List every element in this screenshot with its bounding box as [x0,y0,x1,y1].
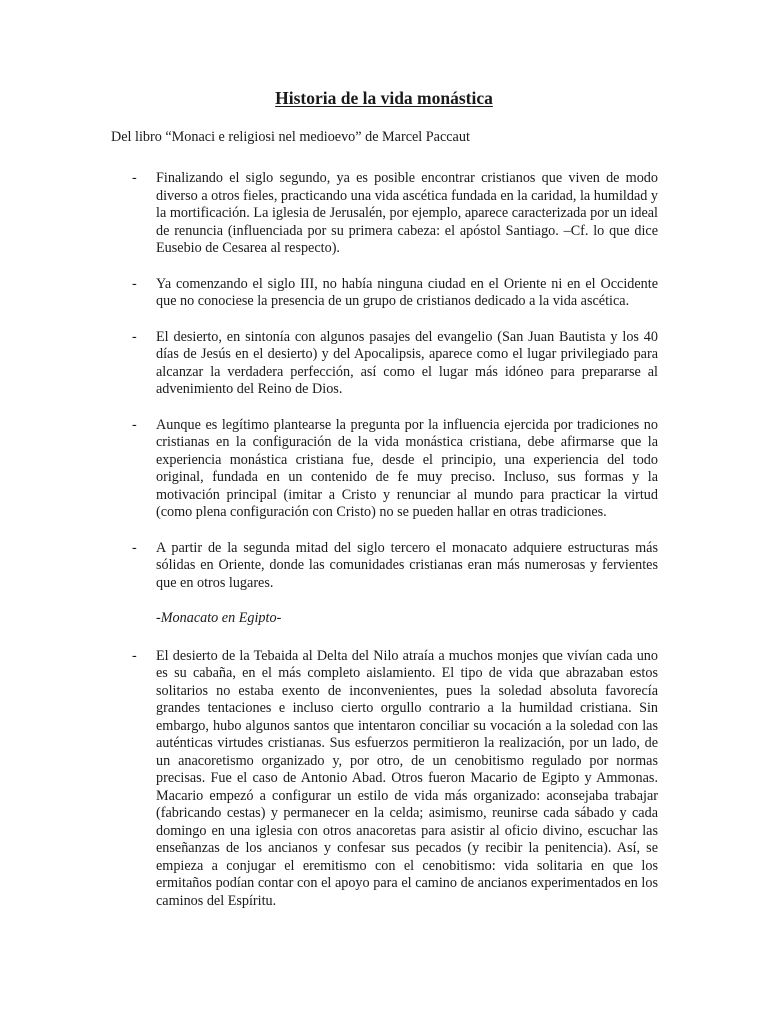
list-item [0,540,658,593]
list-item [0,648,658,911]
section-heading: -Monacato en Egipto- [156,610,282,626]
bullet-dash: - [132,170,137,186]
paragraph-list [0,170,768,928]
list-item [0,329,658,399]
source-line: Del libro “Monaci e religiosi nel medioevo” de Marcel Paccaut [111,129,470,145]
bullet-dash: - [132,647,137,664]
paragraph-text: El desierto, en sintonía con algunos pasajes del evangelio (San Juan Bautista y los 40 días de Jesús en el desierto) y del Apocalipsis, aparece como el lugar privilegiado para alcanzar la verdadera perfección, así como el lugar más idóneo para prepararse al advenimiento del Reino de Dios. [156,328,658,397]
list-item [0,276,658,311]
list-item [0,170,658,258]
paragraph-text: El desierto de la Tebaida al Delta del Nilo atraía a muchos monjes que vivían cada uno es su cabaña, en el más completo aislamiento. El tipo de vida que abrazaban estos solitarios no estaba exento de inconvenientes, pues la soledad absoluta favorecía grandes tentaciones e incluso cierto orgullo contrario a la humildad cristiana. Sin embargo, hubo algunos santos que intentaron conciliar su vocación a la soledad con las auténticas virtudes cristianas. Sus esfuerzos permitieron la realización, por un lado, de un anacoretismo organizado y, por otro, de un cenobitismo regulado por normas precisas. Fue el caso de Antonio Abad. Otros fueron Macario de Egipto y Ammonas. Macario empezó a configurar un estilo de vida más organizado: aconsejaba trabajar (fabricando cestas) y permanecer en la celda; asimismo, reunirse cada sábado y cada domingo en una iglesia con otros anacoretas para asistir al oficio divino, escuchar las enseñanzas de los ancianos y confesar sus pecados (y recibir la penitencia). Así, se empieza a conjugar el eremitismo con el cenobitismo: vida solitaria en que los ermitaños podían contar con el apoyo para el camino de ancianos experimentados en los caminos del Espíritu. [156,647,658,909]
bullet-dash: - [132,328,137,345]
bullet-dash: - [132,275,137,292]
paragraph-text: Finalizando el siglo segundo, ya es posible encontrar cristianos que viven de modo diverso a otros fieles, practicando una vida ascética fundada en la caridad, la humildad y la mortificación. La iglesia de Jerusalén, por ejemplo, aparece caracterizada por un ideal de renuncia (influenciada por su primera cabeza: el apóstol Santiago. –Cf. lo que dice Eusebio de Cesarea al respecto). [156,170,658,256]
list-item [0,417,658,522]
paragraph-text: A partir de la segunda mitad del siglo tercero el monacato adquiere estructuras más sólidas en Oriente, donde las comunidades cristianas eran más numerosas y fervientes que en otros lugares. [156,539,658,591]
bullet-dash: - [132,539,137,556]
paragraph-text: Ya comenzando el siglo III, no había ninguna ciudad en el Oriente ni en el Occidente que no conociese la presencia de un grupo de cristianos dedicado a la vida ascética. [156,275,658,309]
page-title: Historia de la vida monástica [275,88,493,108]
paragraph-text: Aunque es legítimo plantearse la pregunta por la influencia ejercida por tradiciones no cristianas en la configuración de la vida monástica cristiana, debe afirmarse que la experiencia monástica cristiana fue, desde el principio, una experiencia del todo original, fundada en un contenido de fe muy preciso. Incluso, sus formas y la motivación principal (imitar a Cristo y renunciar al mundo para practicar la virtud (como plena configuración con Cristo) no se pueden hallar en otras tradiciones. [156,416,658,520]
bullet-dash: - [132,416,137,433]
